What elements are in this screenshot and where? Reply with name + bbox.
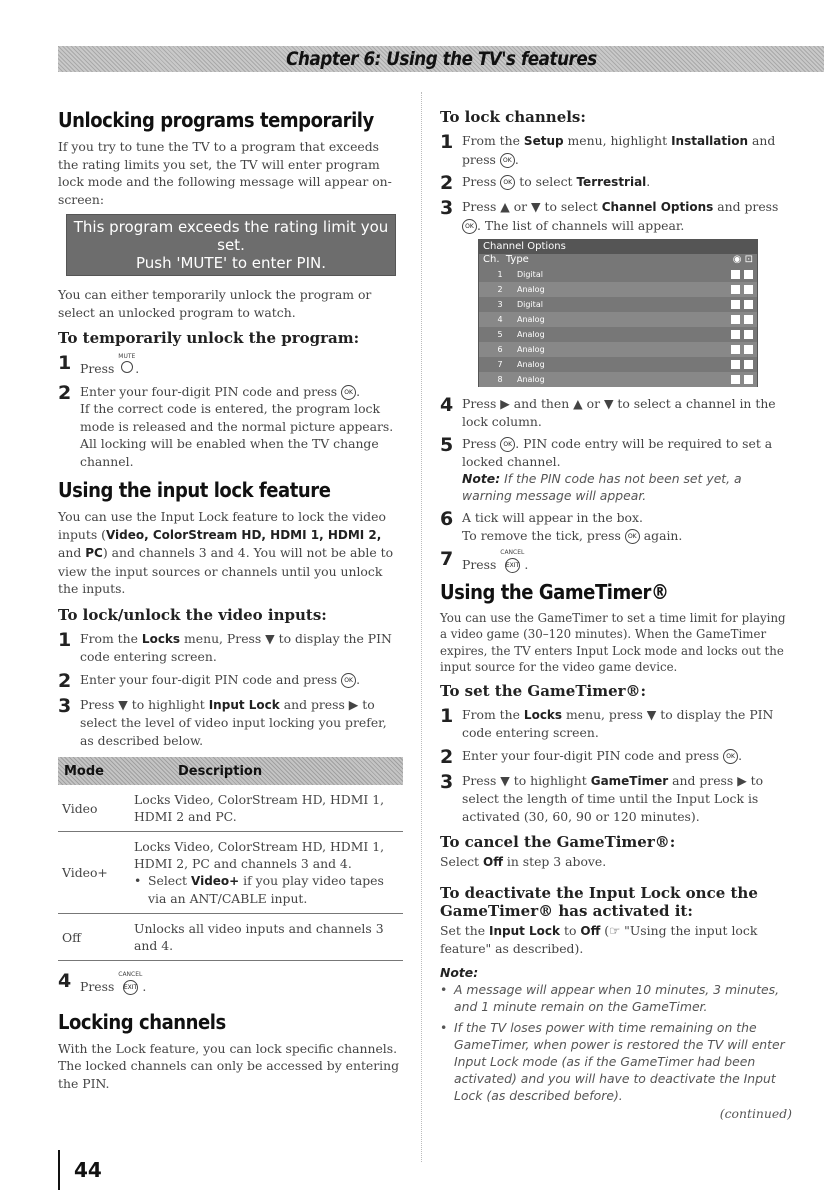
mute-label: MUTE <box>118 353 136 360</box>
chapter-banner <box>58 46 824 72</box>
ok-button-icon: OK <box>341 385 356 400</box>
page-number: 44 <box>58 1150 102 1190</box>
lock-checkbox-icon <box>744 285 753 294</box>
note-bullet: • If the TV loses power with time remaining on the GameTimer, when power is restored the TV will enter Input Lock mode (as if the GameTimer had been activated) and you will have to deactivate the Input Lock (as described before). <box>440 1019 792 1104</box>
channel-number: 4 <box>497 315 503 324</box>
step-text: and press ▶ to select the length of time until the Input Lock is activated (30, 60, 90 or 120 minutes). <box>462 772 764 824</box>
step-text: menu, highlight <box>567 133 668 148</box>
channel-options-screen <box>478 239 758 387</box>
bullet-text: Select <box>148 873 188 888</box>
lock-icon: ◉ ⊡ <box>732 254 753 265</box>
channel-row <box>479 342 757 357</box>
intro-part-a: You can use the Input Lock feature to lock the video inputs ( <box>58 509 386 542</box>
step-number: 1 <box>58 628 72 651</box>
lc-step-4 <box>440 395 792 430</box>
col-type: Type <box>505 254 529 265</box>
desc-cell <box>130 832 403 914</box>
step-text: Enter your four-digit PIN code and press <box>462 747 720 763</box>
lv-step-1 <box>58 630 403 666</box>
step-text: From the <box>462 706 520 722</box>
lc-step-2: 2 Press OK to select Terrestrial. <box>440 172 651 194</box>
gametimer-intro: You can use the GameTimer to set a time limit for playing a video game (30–120 minutes). When the GameTimer expires, the TV enters Input Lock mode and locks out the input source for the video game device. <box>440 610 786 674</box>
intro-pc: PC <box>85 546 103 560</box>
step-number: 7 <box>440 548 454 570</box>
exit-label: EXIT <box>505 558 520 573</box>
channel-type: Analog <box>517 330 545 339</box>
step-text: and press <box>462 133 776 167</box>
setup-key: Setup <box>523 134 564 148</box>
note-label: Note: <box>440 964 479 980</box>
table-row <box>58 785 403 832</box>
skip-checkbox-icon <box>731 360 740 369</box>
step-text: Press ▼ to highlight <box>462 772 587 788</box>
deactivate-heading: To deactivate the Input Lock once the GameTimer® has activated it: <box>440 883 758 920</box>
lc-step-6 <box>440 509 792 544</box>
step-number: 4 <box>58 970 72 992</box>
gametimer-heading: Using the GameTimer® <box>440 579 669 604</box>
step-number: 2 <box>440 745 454 768</box>
mode-cell: Video <box>58 785 130 832</box>
locking-channels-heading: Locking channels <box>58 1009 226 1034</box>
message-line-2: Push 'MUTE' to enter PIN. <box>135 254 327 272</box>
step-text: and press <box>717 199 779 214</box>
video-plus-key: Video+ <box>191 874 240 888</box>
channel-row <box>479 282 757 297</box>
step-number: 3 <box>440 770 454 793</box>
channel-number: 7 <box>497 360 503 369</box>
channel-type: Digital <box>517 300 543 309</box>
step-number: 6 <box>440 508 454 530</box>
step-text: Press ▶ and then ▲ or ▼ to select a channel in the lock column. <box>462 396 776 429</box>
lock-checkbox-icon <box>744 360 753 369</box>
locking-channels-text: With the Lock feature, you can lock specific channels. The locked channels can only be accessed by entering the PIN. <box>58 1040 400 1091</box>
table-header-row <box>58 757 403 785</box>
channel-number: 8 <box>497 375 503 384</box>
col-ch: Ch. <box>483 254 500 265</box>
lock-checkbox-icon <box>744 315 753 324</box>
gt-step-2: 2 Enter your four-digit PIN code and press OK . <box>440 745 743 768</box>
step-text: Press <box>80 979 115 994</box>
gt-step-1 <box>440 706 792 742</box>
channel-type: Analog <box>517 285 545 294</box>
channel-number: 3 <box>497 300 503 309</box>
lock-channels-heading: To lock channels: <box>440 108 586 126</box>
channel-options-key: Channel Options <box>601 200 714 214</box>
step-text: To remove the tick, press <box>462 527 621 543</box>
channel-row <box>479 312 757 327</box>
step-text: Press ▼ to highlight <box>80 696 205 712</box>
cancel-label: CANCEL <box>118 971 143 978</box>
step-number: 2 <box>58 381 72 404</box>
ok-button-icon: OK <box>500 175 515 190</box>
channel-number: 5 <box>497 330 503 339</box>
ok-button-icon: OK <box>462 219 477 234</box>
gametimer-key: GameTimer <box>590 773 669 788</box>
temp-step-2: 2 Enter your four-digit PIN code and press OK . If the correct code is entered, the program lock mode is released and the normal picture appears. All locking will be enabled when the TV change channel. <box>58 381 394 469</box>
channel-row <box>479 357 757 372</box>
text-part: (☞ "Using the input lock feature" as described). <box>440 922 758 956</box>
lv-step-4: 4 Press CANCEL EXIT . <box>58 970 147 994</box>
right-column <box>440 108 792 1121</box>
step-text: and press ▶ to select the level of video input locking you prefer, as described below. <box>80 696 387 748</box>
lock-message-box <box>66 214 396 276</box>
intro-part-c: ) and channels 3 and 4. You will not be able to view the input sources or channels until you unlock the inputs. <box>58 545 394 596</box>
channel-row <box>479 327 757 342</box>
step-text: Enter your four-digit PIN code and press <box>80 671 338 687</box>
cancel-exit-button-icon <box>118 971 142 996</box>
note-bullet: • A message will appear when 10 minutes, 3 minutes, and 1 minute remain on the GameTimer. <box>440 981 792 1015</box>
desc-cell: Unlocks all video inputs and channels 3 and 4. <box>130 914 403 961</box>
lock-checkbox-icon <box>744 345 753 354</box>
ok-button-icon: OK <box>341 673 356 688</box>
unlock-followup: You can either temporarily unlock the program or select an unlocked program to watch. <box>58 287 372 320</box>
unlock-heading: Unlocking programs temporarily <box>58 108 374 132</box>
cancel-gametimer-text <box>440 853 792 872</box>
lv-step-2: 2 Enter your four-digit PIN code and press OK . <box>58 669 361 692</box>
col-mode-header: Mode <box>58 757 130 785</box>
lc-note <box>462 470 792 504</box>
step-text: Press <box>462 174 497 189</box>
step-number: 1 <box>440 131 454 153</box>
bullet-text: if you play video tapes via an ANT/CABLE input. <box>148 873 384 906</box>
ok-button-icon: OK <box>500 153 515 168</box>
lock-checkbox-icon <box>744 375 753 384</box>
step-number: 5 <box>440 434 454 456</box>
lc-step-7: 7 Press CANCEL EXIT . <box>440 548 529 572</box>
installation-key: Installation <box>671 134 749 148</box>
step-text: From the <box>462 133 520 148</box>
cancel-exit-button-icon <box>500 549 524 574</box>
mute-button-icon <box>118 353 135 378</box>
note-bullet-text: A message will appear when 10 minutes, 3 minutes, and 1 minute remain on the GameTimer. <box>454 981 780 1014</box>
input-lock-modes-table <box>58 757 403 961</box>
channel-row <box>479 267 757 282</box>
step-text: From the <box>80 630 138 646</box>
channel-options-header <box>479 254 757 267</box>
step-text: again. <box>643 527 683 543</box>
column-divider <box>421 92 422 1162</box>
temp-unlock-heading: To temporarily unlock the program: <box>58 329 360 347</box>
step-number: 2 <box>58 669 72 692</box>
continued-label: (continued) <box>719 1105 792 1121</box>
chapter-title: Chapter 6: Using the TV's features <box>285 48 597 70</box>
desc-bullet: • Select Video+ if you play video tapes via an ANT/CABLE input. <box>134 873 384 906</box>
skip-checkbox-icon <box>731 345 740 354</box>
note-text: If the PIN code has not been set yet, a warning message will appear. <box>462 471 742 503</box>
step-number: 3 <box>58 694 72 717</box>
step-text: to select <box>519 174 573 189</box>
step-text: A tick will appear in the box. <box>462 510 643 525</box>
set-gametimer-heading: To set the GameTimer®: <box>440 681 647 700</box>
channel-number: 1 <box>497 270 503 279</box>
channel-row <box>479 297 757 312</box>
step-text: Press <box>80 361 115 376</box>
skip-checkbox-icon <box>731 285 740 294</box>
desc-cell: Locks Video, ColorStream HD, HDMI 1, HDMI 2 and PC. <box>130 785 403 832</box>
skip-checkbox-icon <box>731 375 740 384</box>
mode-cell: Off <box>58 914 130 961</box>
channel-type: Analog <box>517 345 545 354</box>
desc-text: Locks Video, ColorStream HD, HDMI 1, HDMI 2, PC and channels 3 and 4. <box>134 839 385 871</box>
step-text: Enter your four-digit PIN code and press <box>80 383 338 399</box>
left-column <box>58 108 403 1098</box>
message-line-1: This program exceeds the rating limit you set. <box>73 218 389 254</box>
step-text: . PIN code entry will be required to set a locked channel. <box>462 436 773 469</box>
intro-keys: Video, ColorStream HD, HDMI 1, HDMI 2, <box>105 527 382 542</box>
channel-type: Analog <box>517 375 545 384</box>
temp-step-1: 1 Press MUTE . <box>58 352 140 376</box>
text-part: Set the <box>440 922 486 938</box>
channel-type: Digital <box>517 270 543 279</box>
locks-key: Locks <box>523 707 563 722</box>
channel-type: Analog <box>517 360 545 369</box>
lv-step-3 <box>58 696 403 750</box>
input-lock-intro <box>58 508 403 598</box>
table-row <box>58 914 403 961</box>
lc-step-1: 1 From the Setup menu, highlight Installation and press OK . <box>440 131 776 167</box>
step-number: 2 <box>440 172 454 194</box>
exit-label: EXIT <box>123 980 138 995</box>
note-label: Note: <box>462 471 501 486</box>
input-lock-heading: Using the input lock feature <box>58 478 331 502</box>
step-text: menu, press ▼ to display the PIN code entering screen. <box>462 706 774 740</box>
col-description-header: Description <box>130 757 403 785</box>
channel-type: Analog <box>517 315 545 324</box>
step-detail: If the correct code is entered, the program lock mode is released and the normal picture appears. All locking will be enabled when the TV change channel. <box>80 401 394 469</box>
lc-step-5 <box>440 435 792 504</box>
input-lock-key: Input Lock <box>208 697 280 712</box>
off-key: Off <box>483 855 503 869</box>
step-text: Press <box>462 436 497 451</box>
deactivate-text <box>440 922 792 958</box>
channel-number: 6 <box>497 345 503 354</box>
ok-button-icon: OK <box>500 437 515 452</box>
channel-list <box>479 267 757 387</box>
skip-checkbox-icon <box>731 315 740 324</box>
ok-button-icon: OK <box>723 749 738 764</box>
gametimer-notes <box>440 964 792 1104</box>
cancel-gametimer-heading: To cancel the GameTimer®: <box>440 833 676 851</box>
text-part: in step 3 above. <box>506 854 607 869</box>
channel-options-title: Channel Options <box>479 240 757 254</box>
lock-video-heading: To lock/unlock the video inputs: <box>58 605 327 624</box>
step-text: . The list of channels will appear. <box>477 217 685 233</box>
channel-row <box>479 372 757 387</box>
off-key: Off <box>580 923 601 938</box>
step-text: Press <box>462 557 497 572</box>
lc-step-3 <box>440 198 792 234</box>
terrestrial-key: Terrestrial <box>576 175 647 189</box>
intro-part-b: and <box>58 545 82 560</box>
channel-number: 2 <box>497 285 503 294</box>
cancel-label: CANCEL <box>500 549 525 556</box>
gt-step-3 <box>440 772 792 826</box>
ok-button-icon: OK <box>625 529 640 544</box>
step-number: 4 <box>440 394 454 416</box>
step-number: 3 <box>440 197 454 219</box>
lock-checkbox-icon <box>744 270 753 279</box>
step-number: 1 <box>58 352 72 374</box>
step-text: Press ▲ or ▼ to select <box>462 199 598 214</box>
text-part: Select <box>440 854 480 869</box>
skip-checkbox-icon <box>731 330 740 339</box>
step-text: menu, Press ▼ to display the PIN code entering screen. <box>80 630 392 664</box>
input-lock-key: Input Lock <box>488 923 561 938</box>
unlock-intro: If you try to tune the TV to a program that exceeds the rating limits you set, the TV will enter program lock mode and the following message will appear on-screen: <box>58 139 392 207</box>
lock-checkbox-icon <box>744 300 753 309</box>
step-number: 1 <box>440 704 454 727</box>
lock-checkbox-icon <box>744 330 753 339</box>
skip-checkbox-icon <box>731 300 740 309</box>
skip-checkbox-icon <box>731 270 740 279</box>
locks-key: Locks <box>141 631 181 646</box>
text-part: to <box>563 922 577 938</box>
mode-cell: Video+ <box>58 832 130 914</box>
table-row <box>58 832 403 914</box>
note-bullet-text: If the TV loses power with time remaining on the GameTimer, when power is restored the TV will enter Input Lock mode (as if the GameTimer had been activated) and you will have to deactivate the Input Lock (as described before). <box>454 1019 785 1103</box>
